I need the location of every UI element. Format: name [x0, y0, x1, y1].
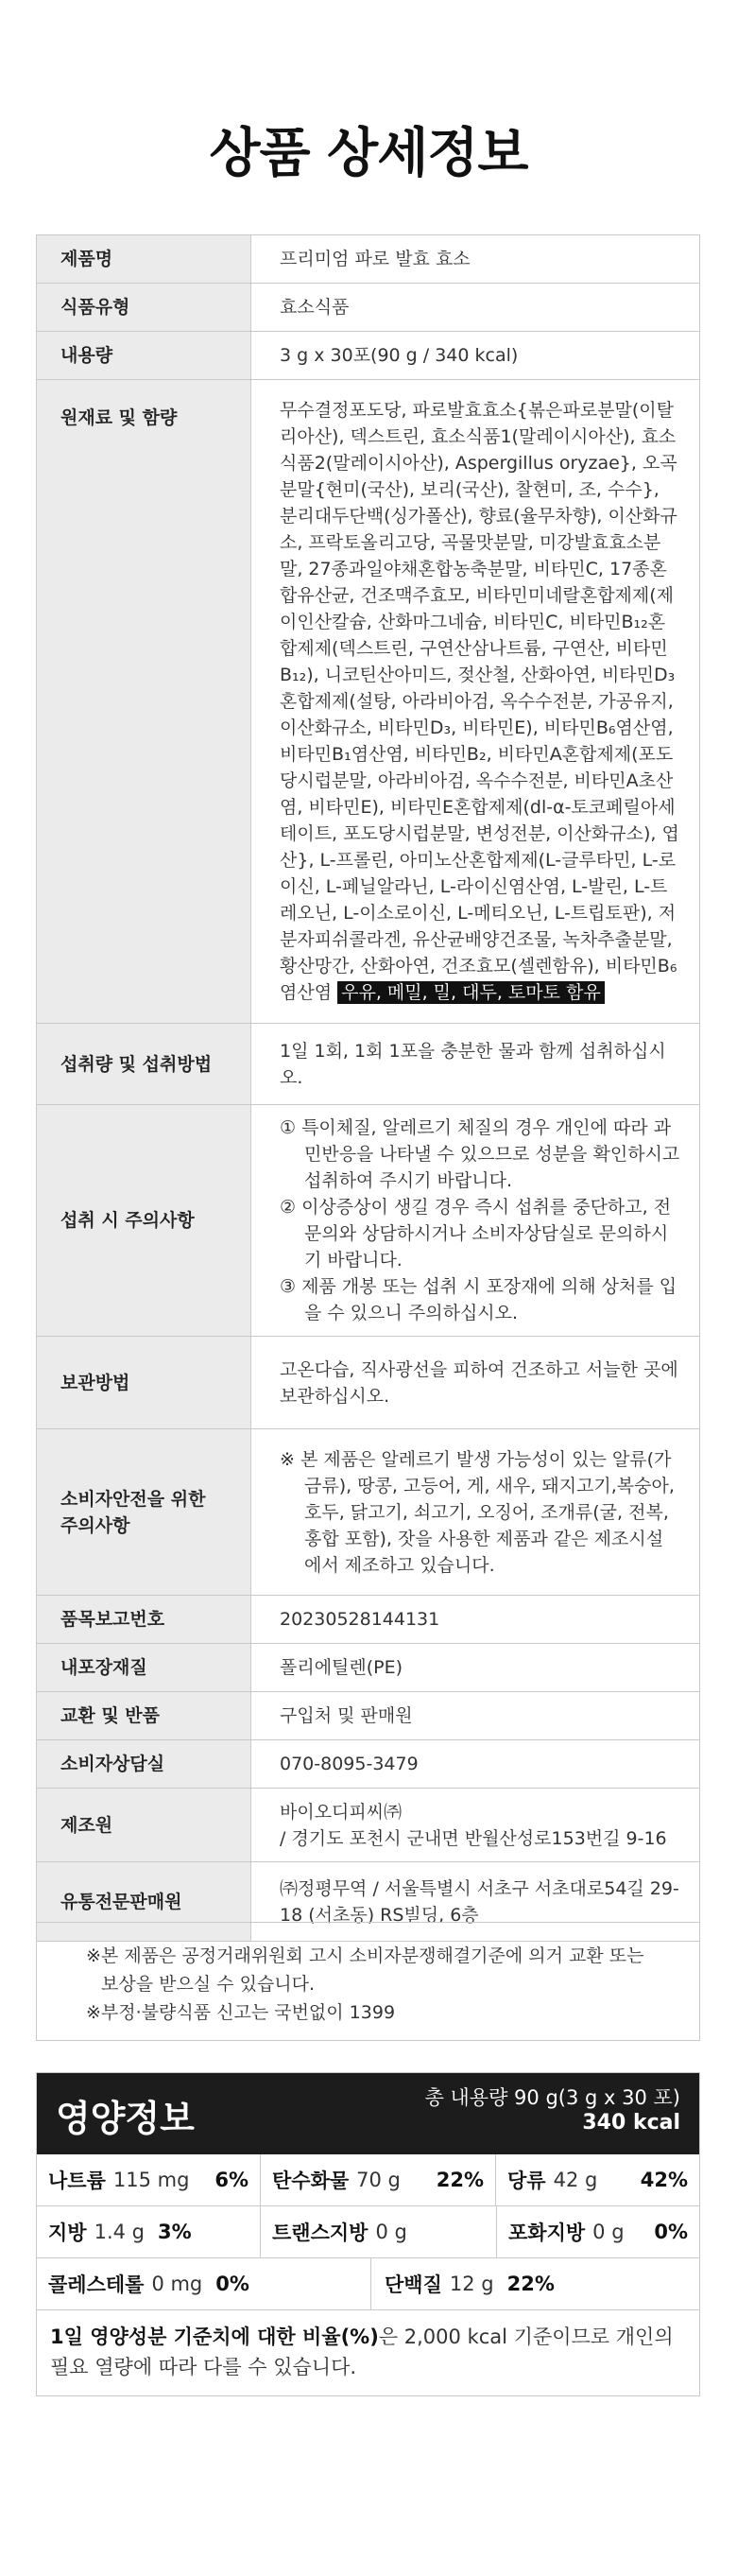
nutrient-percent: 22%	[436, 2169, 484, 2191]
caution-item: ③ 제품 개봉 또는 섭취 시 포장재에 의해 상처를 입을 수 있으니 주의하십시오.	[280, 1276, 677, 1323]
table-row	[37, 1429, 700, 1596]
row-label: 소비자상담실	[37, 1740, 251, 1789]
nutrient-name: 나트륨	[48, 2170, 106, 2192]
table-row	[37, 332, 700, 380]
row-value	[251, 1429, 700, 1596]
nutrition-footnote	[37, 2310, 699, 2395]
row-label-line: 소비자안전을 위한	[60, 1488, 206, 1510]
table-row	[37, 284, 700, 332]
nutrient-sat-fat	[496, 2206, 699, 2257]
nutrient-sodium	[37, 2154, 261, 2205]
row-label: 제품명	[37, 235, 251, 284]
row-value: 폴리에틸렌(PE)	[251, 1644, 700, 1692]
row-label-line: 주의사항	[60, 1514, 130, 1536]
allergen-highlight: 우유, 메밀, 밀, 대두, 토마토 함유	[337, 981, 605, 1004]
table-row	[37, 1105, 700, 1337]
nutrient-percent: 6%	[214, 2169, 249, 2191]
nutrient-percent: 0%	[215, 2273, 249, 2295]
footnote-text: 은 2,000 kcal 기준이므로 개인의 필요 열량에 따라 다를 수 있습니다.	[50, 2325, 674, 2378]
nutrient-name: 당류	[507, 2170, 546, 2192]
row-value: 1일 1회, 1회 1포을 충분한 물과 함께 섭취하십시오.	[251, 1024, 700, 1105]
caution-item: ② 이상증상이 생길 경우 즉시 섭취를 중단하고, 전문의와 상담하시거나 소비자상담실로 문의하시기 바랍니다.	[280, 1197, 672, 1271]
row-label: 교환 및 반품	[37, 1692, 251, 1740]
notice-line: ※본 제품은 공정거래위원회 고시 소비자분쟁해결기준에 의거 교환 또는 보상을 받으실 수 있습니다.	[86, 1945, 644, 1995]
footnote-bold: 1일 영양성분 기준치에 대한 비율(%)	[50, 2325, 379, 2348]
exchange-notice	[36, 1922, 700, 2041]
product-info-table	[36, 234, 700, 1942]
ingredients-cell	[251, 380, 700, 1024]
table-row	[37, 1596, 700, 1644]
table-row	[37, 235, 700, 284]
row-label: 내포장재질	[37, 1644, 251, 1692]
nutrient-percent: 0%	[654, 2221, 688, 2243]
row-value: 070-8095-3479	[251, 1740, 700, 1789]
nutrition-header	[37, 2073, 699, 2154]
nutrient-protein	[371, 2258, 699, 2309]
row-value: 고온다습, 직사광선을 피하여 건조하고 서늘한 곳에 보관하십시오.	[251, 1337, 700, 1429]
row-value: 3 g x 30포(90 g / 340 kcal)	[251, 332, 700, 380]
nutrition-row	[37, 2154, 699, 2206]
nutrient-name: 트랜스지방	[272, 2222, 368, 2244]
row-label: 보관방법	[37, 1337, 251, 1429]
row-value: 구입처 및 판매원	[251, 1692, 700, 1740]
nutrition-title: 영양정보	[56, 2098, 195, 2139]
page-title: 상품 상세정보	[209, 123, 528, 184]
nutrient-amount: 12 g	[449, 2273, 494, 2295]
row-value: 20230528144131	[251, 1596, 700, 1644]
table-row	[37, 1692, 700, 1740]
nutrient-amount: 0 g	[375, 2221, 407, 2243]
nutrient-amount: 70 g	[356, 2169, 401, 2191]
row-label: 품목보고번호	[37, 1596, 251, 1644]
nutrient-name: 포화지방	[508, 2222, 586, 2244]
notice-line: ※부정·불량식품 신고는 국번없이 1399	[86, 2002, 396, 2023]
consumer-caution-text: ※ 본 제품은 알레르기 발생 가능성이 있는 알류(가금류), 땅콩, 고등어, 게, 새우, 돼지고기,복숭아, 호두, 닭고기, 쇠고기, 오징어, 조개류(굴, 전복, 홍합 포함), 잣을 사용한 제품과 같은 제조시설에서 제조하고 있습니다.	[280, 1448, 675, 1576]
nutrient-percent: 22%	[506, 2273, 555, 2295]
nutrient-name: 콜레스테롤	[48, 2273, 145, 2296]
nutrition-total: 총 내용량 90 g(3 g x 30 포)	[424, 2086, 680, 2109]
nutrient-amount: 0 mg	[151, 2273, 203, 2295]
row-label: 섭취량 및 섭취방법	[37, 1024, 251, 1105]
nutrition-facts	[36, 2072, 700, 2396]
nutrient-trans-fat	[261, 2206, 496, 2257]
nutrient-amount: 1.4 g	[94, 2221, 145, 2243]
nutrient-percent: 42%	[640, 2169, 688, 2191]
nutrient-amount: 115 mg	[112, 2169, 190, 2191]
row-label: 섭취 시 주의사항	[37, 1105, 251, 1337]
manufacturer-name: 바이오디피씨㈜	[280, 1801, 403, 1823]
ingredients-text: 무수결정포도당, 파로발효효소{볶은파로분말(이탈리아산), 덱스트린, 효소식품1(말레이시아산), 효소식품2(말레이시아산), Aspergillus oryzae}, 오곡분말{현미(국산), 보리(국산), 찰현미, 조, 수수}, 분리대두단백(싱가폴산), 향료(율무차향), 이산화규소, 프락토올리고당, 곡물맛분말, 미강발효효소분말, 27종과일야채혼합농축분말, 비타민C, 17종혼합유산균, 건조맥주효모, 비타민미네랄혼합제제(제이인산칼슘, 산화마그네슘, 비타민C, 비타민B₁₂혼합제제(덱스트린, 구연산삼나트륨, 구연산, 비타민B₁₂), 니코틴산아미드, 젖산철, 산화아연, 비타민D₃혼합제제(설탕, 아라비아검, 옥수수전분, 가공유지, 이산화규소, 비타민D₃, 비타민E), 비타민B₆염산염, 비타민B₁염산염, 비타민B₂, 비타민A혼합제제(포도당시럽분말, 아라비아검, 옥수수전분, 비타민A초산염, 비타민E), 비타민E혼합제제(dl-α-토코페릴아세테이트, 포도당시럽분말, 변성전분, 이산화규소), 엽산}, L-프롤린, 아미노산혼합제제(L-글루타민, L-로이신, L-페닐알라닌, L-라이신염산염, L-발린, L-트레오닌, L-이소로이신, L-메티오닌, L-트립토판), 저분자피쉬콜라겐, 유산균배양건조물, 녹차추출분말, 황산망간, 산화아연, 건조효모(셀렌함유), 비타민B₆염산염	[280, 400, 679, 1003]
row-label: 원재료 및 함량	[37, 380, 251, 1024]
row-label: 식품유형	[37, 284, 251, 332]
row-value: ㈜정평무역 / 서울특별시 서초구 서초대로54길 29-18 (서초동) RS빌딩, 6층	[251, 1862, 700, 1942]
nutrient-name: 단백질	[385, 2273, 442, 2296]
row-label: 제조원	[37, 1789, 251, 1862]
nutrition-row	[37, 2258, 699, 2310]
row-label: 내용량	[37, 332, 251, 380]
nutrient-name: 지방	[48, 2222, 87, 2244]
nutrient-sugar	[496, 2154, 699, 2205]
nutrient-amount: 42 g	[553, 2169, 598, 2191]
caution-item: ① 특이체질, 알레르기 체질의 경우 개인에 따라 과민반응을 나타낼 수 있으므로 성분을 확인하시고 섭취하여 주시기 바랍니다.	[280, 1117, 680, 1191]
table-row	[37, 1740, 700, 1789]
caution-list	[251, 1105, 700, 1337]
row-value	[251, 1789, 700, 1862]
nutrient-cholesterol	[37, 2258, 371, 2309]
table-row	[37, 1337, 700, 1429]
nutrient-amount: 0 g	[592, 2221, 625, 2243]
row-value: 효소식품	[251, 284, 700, 332]
nutrient-percent: 3%	[157, 2221, 192, 2243]
nutrient-name: 탄수화물	[272, 2170, 350, 2192]
row-label	[37, 1429, 251, 1596]
row-label: 유통전문판매원	[37, 1862, 251, 1942]
table-row	[37, 380, 700, 1024]
nutrition-kcal: 340 kcal	[582, 2111, 680, 2135]
nutrient-carb	[261, 2154, 496, 2205]
row-value: 프리미엄 파로 발효 효소	[251, 235, 700, 284]
nutrient-fat	[37, 2206, 261, 2257]
nutrition-row	[37, 2206, 699, 2258]
manufacturer-address: / 경기도 포천시 군내면 반월산성로153번길 9-16	[280, 1827, 667, 1849]
table-row	[37, 1644, 700, 1692]
table-row	[37, 1024, 700, 1105]
table-row	[37, 1789, 700, 1862]
